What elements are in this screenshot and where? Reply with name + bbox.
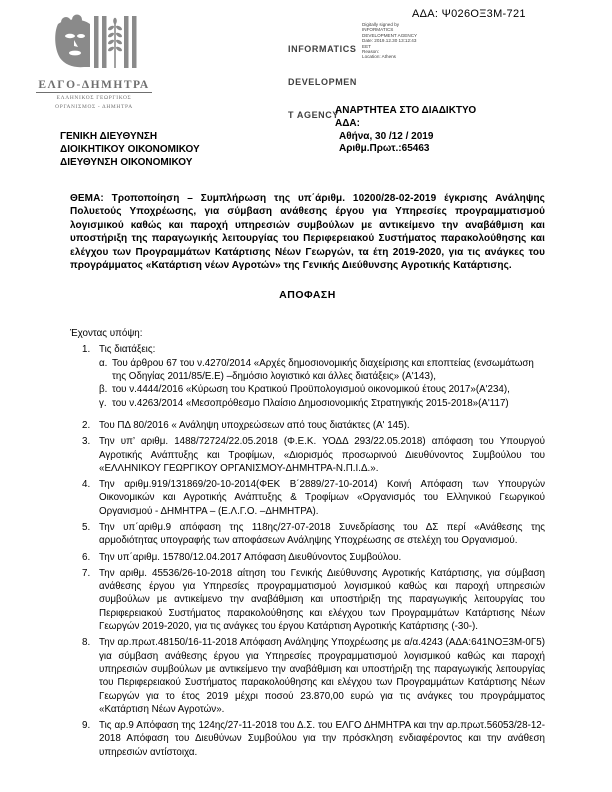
document-body	[70, 192, 545, 759]
signature-agency-line: T AGENCY	[288, 110, 339, 120]
list-item	[70, 636, 545, 716]
sub-item-text: του ν.4444/2016 «Κύρωση του Κρατικού Προϋπολογισμού οικονομικού έτους 2017»(Α'234),	[112, 384, 510, 396]
financial-directorate-line: ΔΙΕΥΘΥΝΣΗ ΟΙΚΟΝΟΜΙΚΟΥ	[60, 157, 193, 168]
ada-label: ΑΔΑ:	[335, 117, 360, 129]
sub-item-label: β.	[99, 384, 108, 396]
list-item-text: Την αριθμ. 45536/26-10-2018 αίτηση του Γενικής Διεύθυνσης Αγροτικής Κατάρτισης, για σύμβαση ανάθεσης έργου για Υπηρεσίες προγραμματισμού λογισμικού καθώς και παροχή υπηρεσιών συμβούλων με αντικείμενο την αναβάθμιση και υποστήριξη της παραγωγικής λειτουργίας του Περιφερειακού Συστήματος παρακολούθησης και ελέγχου των Προγραμμάτων Κατάρτισης Νέων Γεωργών 2019-2020, για τις ανάγκες του έργου Κατάρτιση Αγροτικής Κατάρτισης (-30-).	[99, 567, 545, 633]
list-item-number: 6.	[82, 551, 91, 563]
list-item-number: 1.	[82, 344, 91, 356]
document-header	[0, 0, 612, 192]
date-line: Αθήνα, 30 /12 / 2019	[339, 130, 434, 142]
list-item-number: 9.	[82, 720, 91, 732]
considerations-list	[70, 343, 545, 759]
list-item-text: Του ΠΔ 80/2016 « Ανάληψη υποχρεώσεων από τους διατάκτες (Α' 145).	[99, 419, 410, 431]
list-item-number: 4.	[82, 479, 91, 491]
list-item-text: Τις διατάξεις:	[99, 344, 156, 356]
signature-detail-line: Digitally signed by	[362, 22, 400, 27]
admin-financial-line: ΔΙΟΙΚΗΤΙΚΟΥ ΟΙΚΟΝΟΜΙΚΟΥ	[60, 144, 200, 155]
elgo-dimitra-logo	[36, 14, 152, 111]
header-left-block	[60, 130, 200, 169]
sub-item	[99, 383, 545, 396]
subject-paragraph: ΘΕΜΑ: Τροποποίηση – Συμπλήρωση της υπ΄άριθμ. 10200/28-02-2019 έγκρισης Ανάληψης Πολυετούς Υποχρέωσης, για σύμβαση ανάθεσης έργου για Υπηρεσίες προγραμματισμού λογισμικού καθώς και παροχή υπηρεσιών συμβούλων με αντικείμενο την αναβάθμιση και υποστήριξη της παραγωγικής λειτουργίας του Περιφερειακού Συστήματος παρακολούθησης και ελέγχου των Προγραμμάτων Κατάρτισης Νέων Γεωργών, τα έτη 2019-2020, για τις ανάγκες του προγράμματος «Κατάρτιση νέων Αγροτών» της Γενικής Διεύθυνσης Αγροτικής Κατάρτισης.	[70, 193, 545, 272]
sub-item	[99, 397, 545, 410]
logo-title: ΕΛΓΟ-ΔΗΜΗΤΡΑ	[36, 79, 152, 93]
list-item	[70, 567, 545, 633]
signature-detail-line: INFORMATICS	[362, 27, 394, 33]
signature-detail-line: Reason:	[362, 49, 380, 55]
ada-code: ΑΔΑ: Ψ026ΟΞ3Μ-721	[412, 8, 526, 20]
list-item-text: Την υπ’ αριθμ. 1488/72724/22.05.2018 (Φ.Ε.Κ. ΥΟΔΔ 293/22.05.2018) απόφαση του Υπουργού Αγροτικής Ανάπτυξης και Τροφίμων, «Διορισμός προσωρινού Διευθύνοντος Συμβούλου του «ΕΛΛΗΝΙΚΟΥ ΓΕΩΡΓΙΚΟΥ ΟΡΓΑΝΙΣΜΟΥ-ΔΗΜΗΤΡΑ-Ν.Π.Ι.Δ.».	[99, 436, 545, 474]
decision-title: ΑΠΟΦΑΣΗ	[279, 289, 336, 302]
sub-item-label: γ.	[99, 397, 107, 409]
sub-item-label: α.	[99, 357, 108, 369]
list-item	[70, 435, 545, 475]
logo-subtitle-line1: ΕΛΛΗΝΙΚΟΣ ΓΕΩΡΓΙΚΟΣ	[56, 95, 132, 101]
list-item-number: 2.	[82, 419, 91, 431]
list-item	[70, 719, 545, 759]
sub-item-text: του ν.4263/2014 «Μεσοπρόθεσμο Πλαίσιο Δημοσιονομικής Στρατηγικής 2015-2018»(Α'117)	[112, 397, 509, 409]
list-item-text: Την αριθμ.919/131869/20-10-2014(ΦΕΚ Β΄2889/27-10-2014) Κοινή Απόφαση των Υπουργών Οικονομικών και Αγροτικής Ανάπτυξης & Τροφίμων «Οργανισμός του Ελληνικού Γεωργικού Οργανισμού - ΔΗΜΗΤΡΑ – (Ε.Λ.Γ.Ο. –ΔΗΜΗΤΡΑ).	[99, 479, 545, 517]
signature-detail-line: Date: 2019.12.30 13:12:43	[362, 38, 417, 44]
signature-detail-line: EET	[362, 43, 371, 49]
general-directorate-line: ΓΕΝΙΚΗ ΔΙΕΥΘΥΝΣΗ	[60, 131, 158, 142]
sub-item-text: Του άρθρου 67 του ν.4270/2014 «Αρχές δημοσιονομικής διαχείρισης και εποπτείας (ενσωμάτωση της Οδηγίας 2011/85/Ε.Ε) –δημόσιο λογιστικό και άλλες διατάξεις» (Α'143),	[112, 357, 534, 383]
list-item-text: Την υπ΄αριθμ. 15780/12.04.2017 Απόφαση Διευθύνοντος Συμβούλου.	[99, 551, 402, 563]
signature-detail-line: Location: Athens	[362, 54, 396, 60]
list-item	[70, 521, 545, 548]
internet-posting-label: ΑΝΑΡΤΗΤΕΑ ΣΤΟ ΔΙΑΔΙΚΤΥΟ	[335, 105, 477, 116]
list-item	[70, 551, 545, 564]
signature-agency-line: DEVELOPMEN	[288, 77, 358, 87]
list-item-number: 3.	[82, 436, 91, 448]
list-item-number: 5.	[82, 522, 91, 533]
list-item-body	[99, 343, 545, 409]
signature-detail-line: DEVELOPMENT AGENCY	[362, 32, 418, 38]
list-item-text: Τις αρ.9 Απόφαση της 124ης/27-11-2018 του Δ.Σ. του ΕΛΓΟ ΔΗΜΗΤΡΑ και την αρ.πρωτ.56053/28-12-2018 Απόφαση του Διευθύνων Συμβούλου για την πρόσκληση ενδιαφέροντος και την ανάθεση υπηρεσιών αντίστοιχα.	[99, 720, 545, 758]
sub-item	[99, 357, 545, 384]
header-right-block	[335, 105, 476, 156]
list-item	[70, 478, 545, 518]
demeter-wheat-icon	[44, 14, 144, 72]
preamble: Έχοντας υπόψη:	[70, 328, 143, 340]
list-item-text: Την αρ.πρωτ.48150/16-11-2018 Απόφαση Ανάληψης Υποχρέωσης με α/α.4243 (ΑΔΑ:641ΝΟΞ3Μ-0Γ5) για σύμβαση ανάθεσης έργου για Υπηρεσίες προγραμματισμού λογισμικού καθώς και παροχή υπηρεσιών συμβούλων με αντικείμενο την αναβάθμιση και υποστήριξη της παραγωγικής λειτουργίας του Περιφερειακού Συστήματος παρακολούθησης και ελέγχου των Προγραμμάτων Κατάρτισης Νέων Γεωργών για το έτος 2019 μέχρι ποσού 23.870,00 ευρώ για τις ανάγκες του προγράμματος «Κατάρτιση Νέων Αγροτών».	[99, 637, 545, 715]
list-item	[70, 343, 545, 409]
signature-agency-line: INFORMATICS	[288, 44, 357, 54]
protocol-number: Αριθμ.Πρωτ.:65463	[339, 143, 430, 155]
logo-subtitle-line2: ΟΡΓΑΝΙΣΜΟΣ - ΔΗΜΗΤΡΑ	[55, 104, 133, 110]
list-item-text: Την υπ΄αριθμ.9 απόφαση της 118ης/27-07-2018 Συνεδρίασης του ΔΣ περί «Ανάθεσης της αρμοδιότητας υπογραφής των αποφάσεων Ανάληψης Υποχρέωσης σε στελέχη του Οργανισμού.	[99, 522, 545, 547]
list-item	[70, 419, 545, 432]
list-item-number: 8.	[82, 637, 91, 649]
list-item-number: 7.	[82, 567, 91, 579]
